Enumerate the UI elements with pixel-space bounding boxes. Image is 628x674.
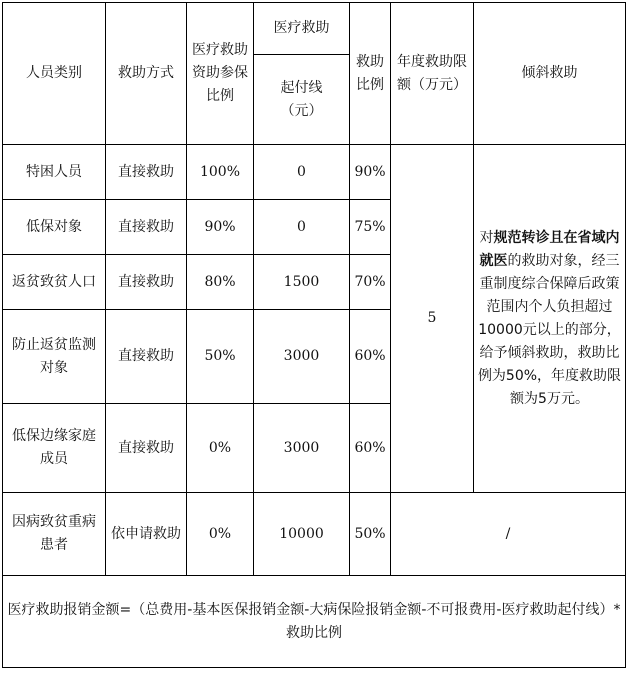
insurance-ratio-cell: 80% bbox=[187, 255, 254, 310]
formula-row bbox=[3, 576, 626, 668]
method-cell: 直接救助 bbox=[106, 200, 187, 255]
header-insurance-ratio bbox=[187, 3, 254, 145]
deductible-cell: 3000 bbox=[254, 310, 350, 404]
header-deductible-line: 起付线 bbox=[280, 79, 323, 96]
ratio-cell: 60% bbox=[350, 404, 391, 493]
category-line: 对象 bbox=[40, 359, 68, 376]
category-line: 成员 bbox=[40, 451, 68, 467]
header-ratio bbox=[350, 3, 391, 145]
header-ratio-line: 比例 bbox=[356, 76, 384, 93]
header-tilt: 倾斜救助 bbox=[474, 3, 626, 145]
header-method: 救助方式 bbox=[106, 3, 187, 145]
tilt-suffix: 的救助对象，经三重制度综合保障后政策范围内个人负担超过10000元以上的部分，给予倾斜救助，救助比例为50%，年度救助限额为5万元。 bbox=[477, 252, 622, 407]
medical-relief-table bbox=[2, 2, 626, 668]
insurance-ratio-cell: 100% bbox=[187, 145, 254, 200]
header-deductible-top: 医疗救助 bbox=[254, 3, 350, 55]
category-line: 防止返贫监测 bbox=[12, 336, 96, 353]
category-line: 因病致贫重病 bbox=[12, 514, 96, 530]
category-cell bbox=[3, 493, 106, 576]
method-cell: 直接救助 bbox=[106, 404, 187, 493]
deductible-cell: 0 bbox=[254, 145, 350, 200]
ratio-cell: 50% bbox=[350, 493, 391, 576]
category-line: 低保边缘家庭 bbox=[12, 428, 96, 444]
category-cell bbox=[3, 310, 106, 404]
category-cell bbox=[3, 404, 106, 493]
category-cell: 低保对象 bbox=[3, 200, 106, 255]
deductible-cell: 1500 bbox=[254, 255, 350, 310]
header-insurance-ratio-line: 比例 bbox=[206, 88, 234, 104]
method-cell: 直接救助 bbox=[106, 255, 187, 310]
annual-limit-cell: 5 bbox=[391, 145, 474, 493]
header-insurance-ratio-line: 资助参保 bbox=[192, 65, 248, 81]
tilt-description-cell bbox=[474, 145, 626, 493]
insurance-ratio-cell: 50% bbox=[187, 310, 254, 404]
deductible-cell: 3000 bbox=[254, 404, 350, 493]
method-cell: 直接救助 bbox=[106, 145, 187, 200]
category-line: 患者 bbox=[40, 537, 68, 553]
header-ratio-line: 救助 bbox=[356, 53, 384, 70]
header-row-top bbox=[3, 3, 626, 55]
tilt-bold-text: 规范转诊且在省域内就医 bbox=[479, 229, 620, 269]
deductible-cell: 0 bbox=[254, 200, 350, 255]
method-cell: 直接救助 bbox=[106, 310, 187, 404]
insurance-ratio-cell: 0% bbox=[187, 404, 254, 493]
header-deductible-line: （元） bbox=[280, 102, 323, 119]
table-row bbox=[3, 145, 626, 200]
tilt-cell: / bbox=[391, 493, 626, 576]
ratio-cell: 60% bbox=[350, 310, 391, 404]
ratio-cell: 75% bbox=[350, 200, 391, 255]
insurance-ratio-cell: 90% bbox=[187, 200, 254, 255]
header-annual-limit-line: 年度救助限 bbox=[397, 53, 467, 70]
table-row bbox=[3, 493, 626, 576]
method-cell: 依申请救助 bbox=[106, 493, 187, 576]
header-deductible-sub bbox=[254, 55, 350, 145]
ratio-cell: 90% bbox=[350, 145, 391, 200]
ratio-cell: 70% bbox=[350, 255, 391, 310]
header-annual-limit-line: 额（万元） bbox=[397, 76, 467, 93]
insurance-ratio-cell: 0% bbox=[187, 493, 254, 576]
formula-cell: 医疗救助报销金额=（总费用-基本医保报销金额-大病保险报销金额-不可报费用-医疗救助起付线）*救助比例 bbox=[3, 576, 626, 668]
tilt-prefix: 对 bbox=[479, 229, 494, 246]
category-cell: 返贫致贫人口 bbox=[3, 255, 106, 310]
header-insurance-ratio-line: 医疗救助 bbox=[192, 42, 248, 58]
deductible-cell: 10000 bbox=[254, 493, 350, 576]
header-category: 人员类别 bbox=[3, 3, 106, 145]
category-cell: 特困人员 bbox=[3, 145, 106, 200]
header-annual-limit bbox=[391, 3, 474, 145]
